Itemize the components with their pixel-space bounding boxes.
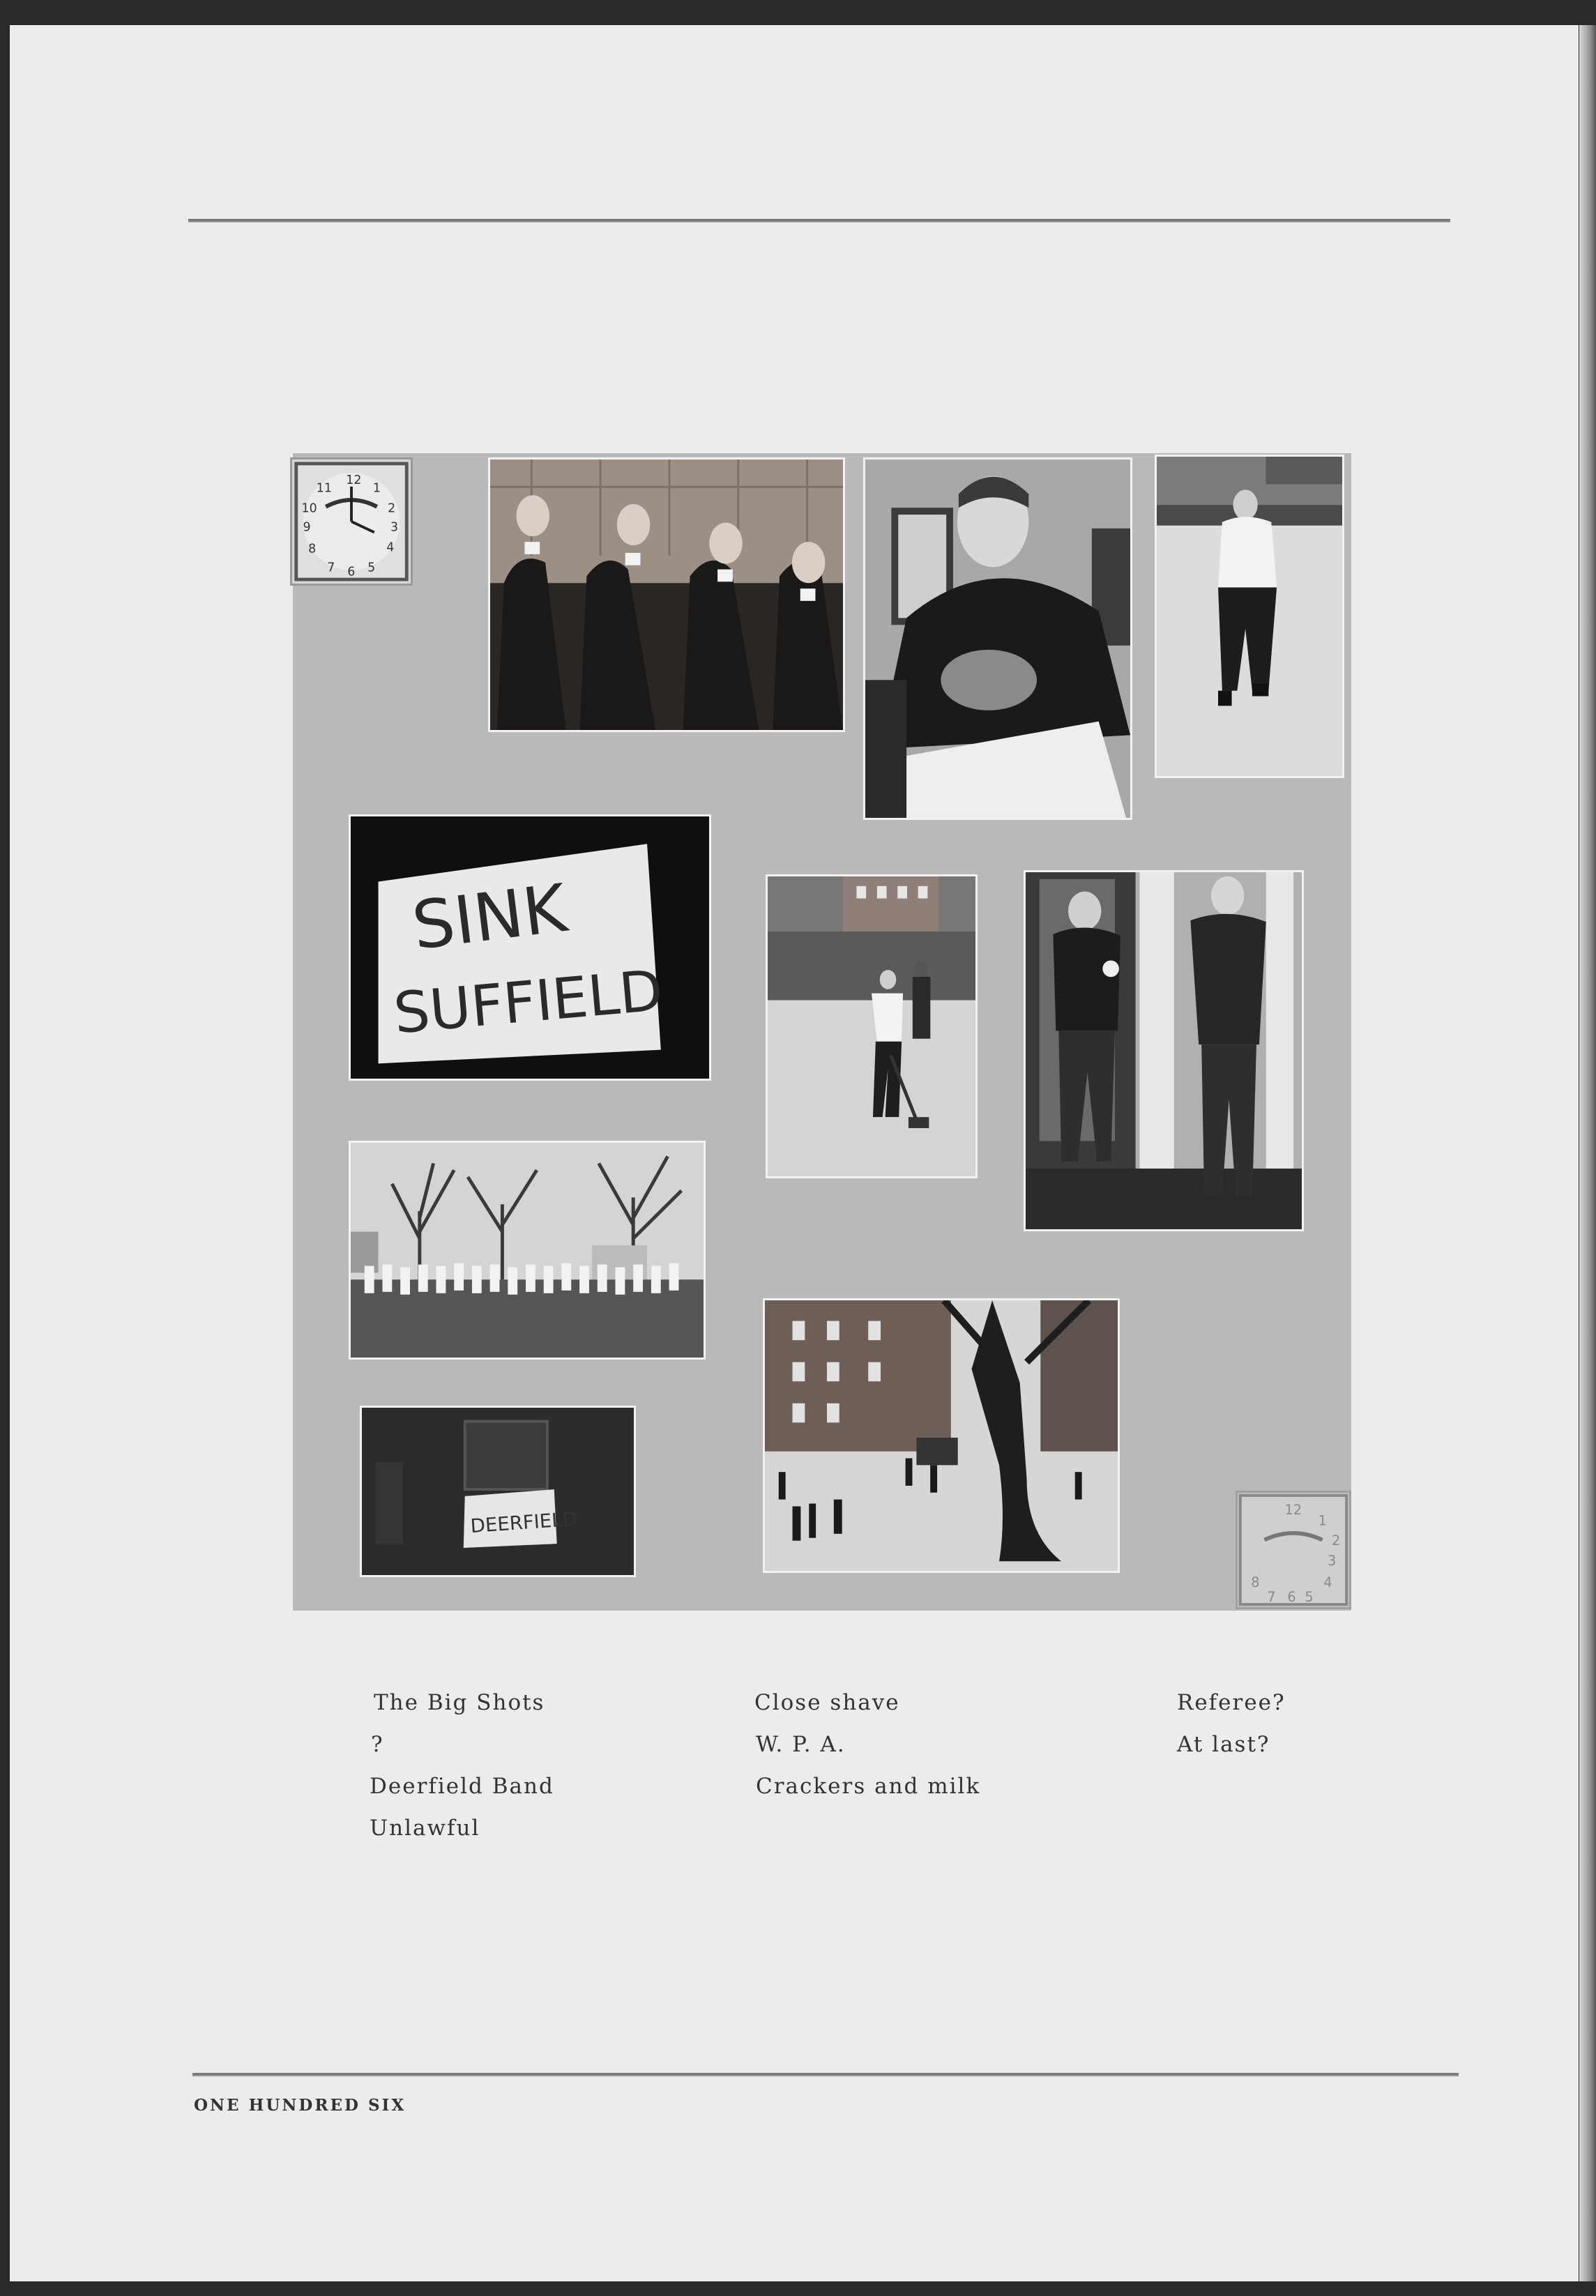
- at-last-photo: [763, 1298, 1120, 1573]
- sign-word-sink: SINK: [408, 870, 571, 965]
- svg-text:10: 10: [301, 501, 317, 516]
- caption-deerfield-band: Deerfield Band: [370, 1774, 554, 1799]
- svg-text:6: 6: [347, 565, 356, 579]
- svg-text:11: 11: [316, 481, 332, 496]
- deerfield-band-photo: [349, 1141, 706, 1360]
- caption-referee: Referee?: [1177, 1690, 1286, 1715]
- svg-text:3: 3: [390, 520, 399, 535]
- sign-word-suffield: SUFFIELD: [391, 958, 666, 1047]
- svg-text:6: 6: [1287, 1589, 1296, 1606]
- svg-text:7: 7: [1267, 1589, 1276, 1606]
- top-rule: [188, 219, 1450, 222]
- caption-close-shave: Close shave: [754, 1690, 900, 1715]
- referee-photo: [1155, 455, 1344, 778]
- caption-at-last: At last?: [1177, 1732, 1270, 1757]
- svg-text:2: 2: [388, 501, 396, 516]
- svg-text:12: 12: [346, 473, 362, 487]
- clock-photo-bottom: [1236, 1491, 1351, 1609]
- photo-collage: [293, 453, 1351, 1611]
- svg-text:3: 3: [1328, 1553, 1337, 1569]
- svg-text:1: 1: [1318, 1512, 1327, 1529]
- svg-text:9: 9: [303, 520, 311, 535]
- svg-text:5: 5: [367, 561, 376, 575]
- sign-word-deerfield: DEERFIELD: [469, 1508, 578, 1538]
- unlawful-photo: [360, 1406, 636, 1577]
- caption-big-shots: The Big Shots: [374, 1690, 545, 1715]
- caption-crackers-and-milk: Crackers and milk: [756, 1774, 981, 1799]
- big-shots-photo: [488, 457, 845, 732]
- caption-unlawful: Unlawful: [370, 1816, 480, 1841]
- svg-text:4: 4: [1323, 1574, 1332, 1591]
- close-shave-photo: [863, 457, 1132, 820]
- svg-text:12: 12: [1284, 1501, 1302, 1518]
- svg-text:1: 1: [372, 481, 381, 496]
- svg-text:5: 5: [1305, 1589, 1314, 1606]
- bottom-rule: [192, 2073, 1459, 2076]
- clock-photo: [290, 457, 413, 586]
- crackers-and-milk-photo: [1024, 870, 1304, 1231]
- svg-text:2: 2: [1331, 1533, 1341, 1549]
- svg-text:4: 4: [386, 540, 395, 555]
- svg-text:8: 8: [1251, 1574, 1260, 1591]
- svg-text:8: 8: [308, 542, 317, 556]
- page-number: ONE HUNDRED SIX: [194, 2096, 406, 2115]
- sink-suffield-photo: [349, 814, 711, 1081]
- wpa-photo: [766, 874, 978, 1178]
- svg-text:7: 7: [327, 561, 335, 575]
- caption-wpa: W. P. A.: [756, 1732, 846, 1757]
- page-edge: [1579, 25, 1596, 2281]
- caption-question: ?: [371, 1732, 384, 1757]
